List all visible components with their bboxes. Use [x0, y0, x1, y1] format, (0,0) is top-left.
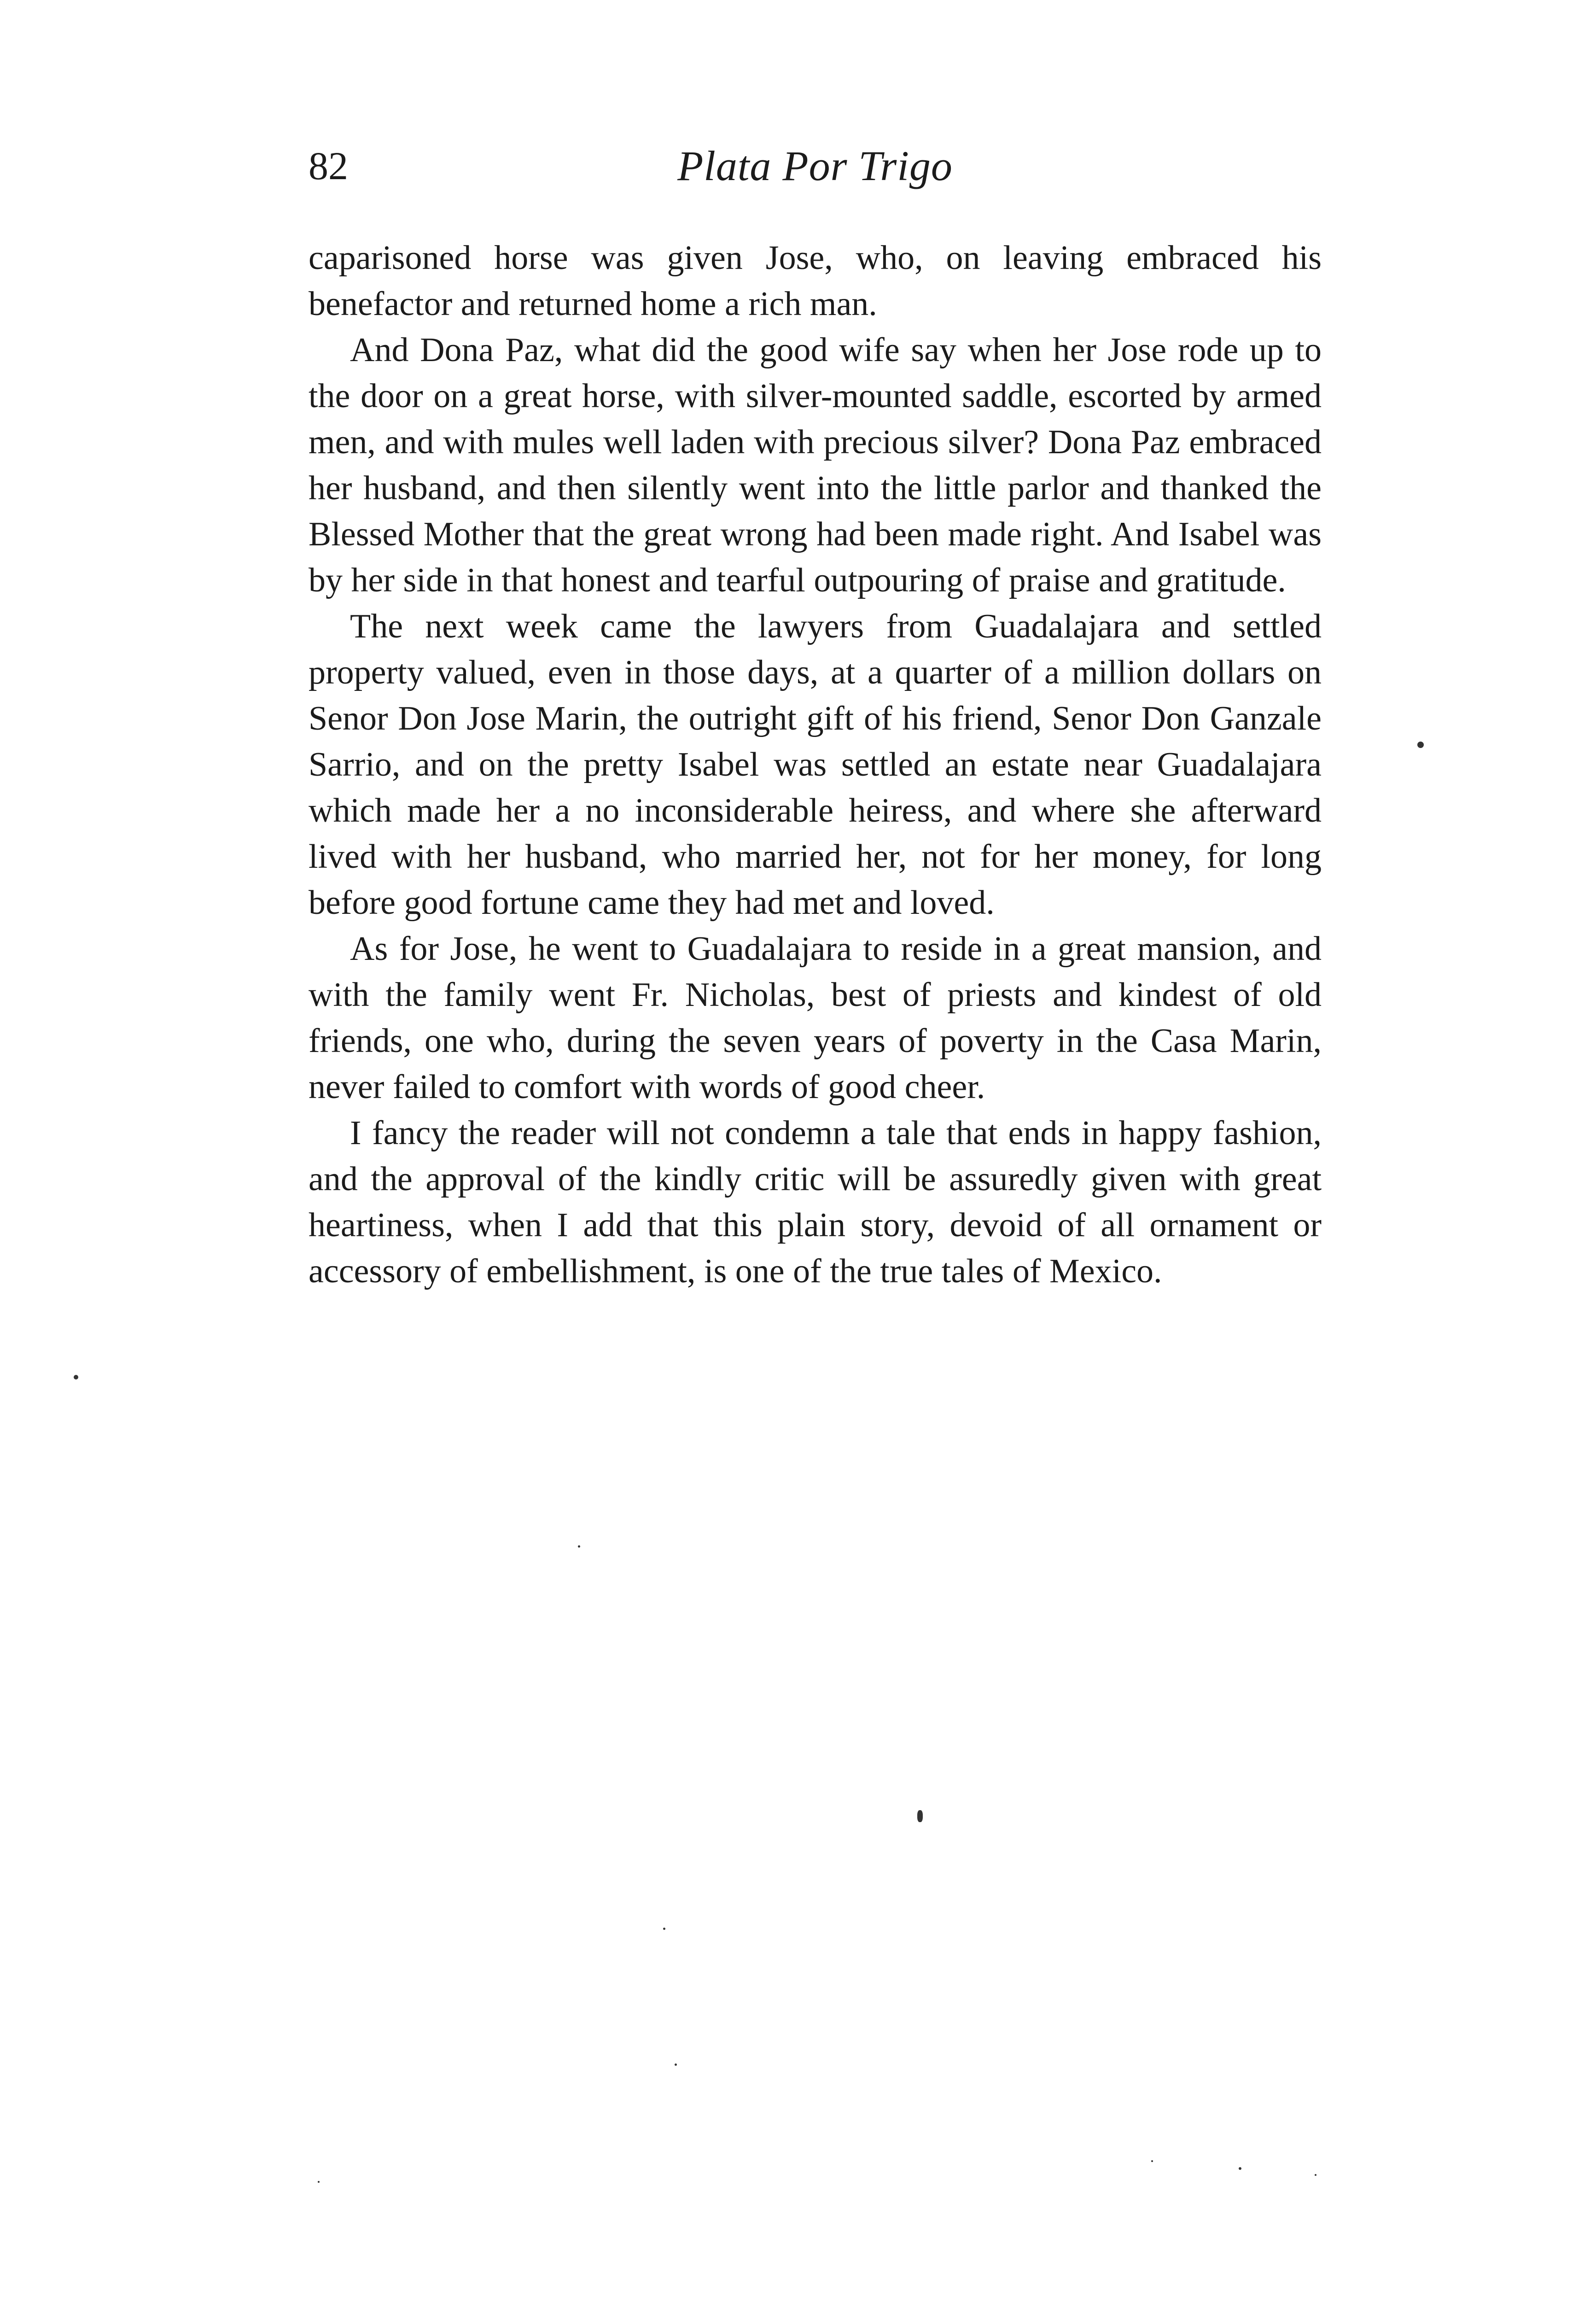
body-text — [309, 235, 1322, 1294]
scan-speck — [675, 2063, 677, 2066]
scan-speck — [663, 1928, 665, 1930]
scan-speck — [74, 1375, 78, 1379]
running-head — [309, 138, 1322, 203]
running-title: Plata Por Trigo — [677, 142, 953, 189]
paragraph: As for Jose, he went to Guadalajara to reside in a great mansion, and with the family went Fr. Nicholas, best of priests and kindest of old friends, one who, during the seven years of poverty in the Casa Marin, never failed to comfort with words of good cheer. — [309, 930, 1322, 1106]
paragraph: caparisoned horse was given Jose, who, on leaving embraced his benefactor and returned home a rich man. — [309, 239, 1322, 323]
scan-speck — [917, 1810, 923, 1822]
scan-speck — [1151, 2160, 1153, 2162]
scan-speck — [1417, 742, 1424, 748]
paragraph: And Dona Paz, what did the good wife say when her Jose rode up to the door on a great horse, with silver-mounted saddle, escorted by armed men, and with mules well laden with precious silver? Dona Paz embraced her husband, and then silently went into the little parlor and thanked the Blessed Mother that the great wrong had been made right. And Isabel was by her side in that honest and tearful outpouring of praise and gratitude. — [309, 331, 1322, 599]
paragraph: I fancy the reader will not condemn a tale that ends in happy fashion, and the approval of the kindly critic will be assuredly given with great heartiness, when I add that this plain story, devoid of all ornament or accessory of embellishment, is one of the true tales of Mexico. — [309, 1114, 1322, 1290]
paragraph: The next week came the lawyers from Guadalajara and settled property valued, even in those days, at a quarter of a million dollars on Senor Don Jose Marin, the outright gift of his friend, Senor Don Ganzale Sarrio, and on the pretty Isabel was settled an estate near Guadalajara which made her a no inconsiderable heiress, and where she afterward lived with her husband, who married her, not for her money, for long before good fortune came they had met and loved. — [309, 608, 1322, 922]
scan-speck — [1315, 2174, 1316, 2176]
scan-speck — [578, 1545, 580, 1548]
scan-speck — [1239, 2167, 1241, 2170]
scan-speck — [318, 2181, 320, 2183]
page-number: 82 — [309, 144, 348, 188]
